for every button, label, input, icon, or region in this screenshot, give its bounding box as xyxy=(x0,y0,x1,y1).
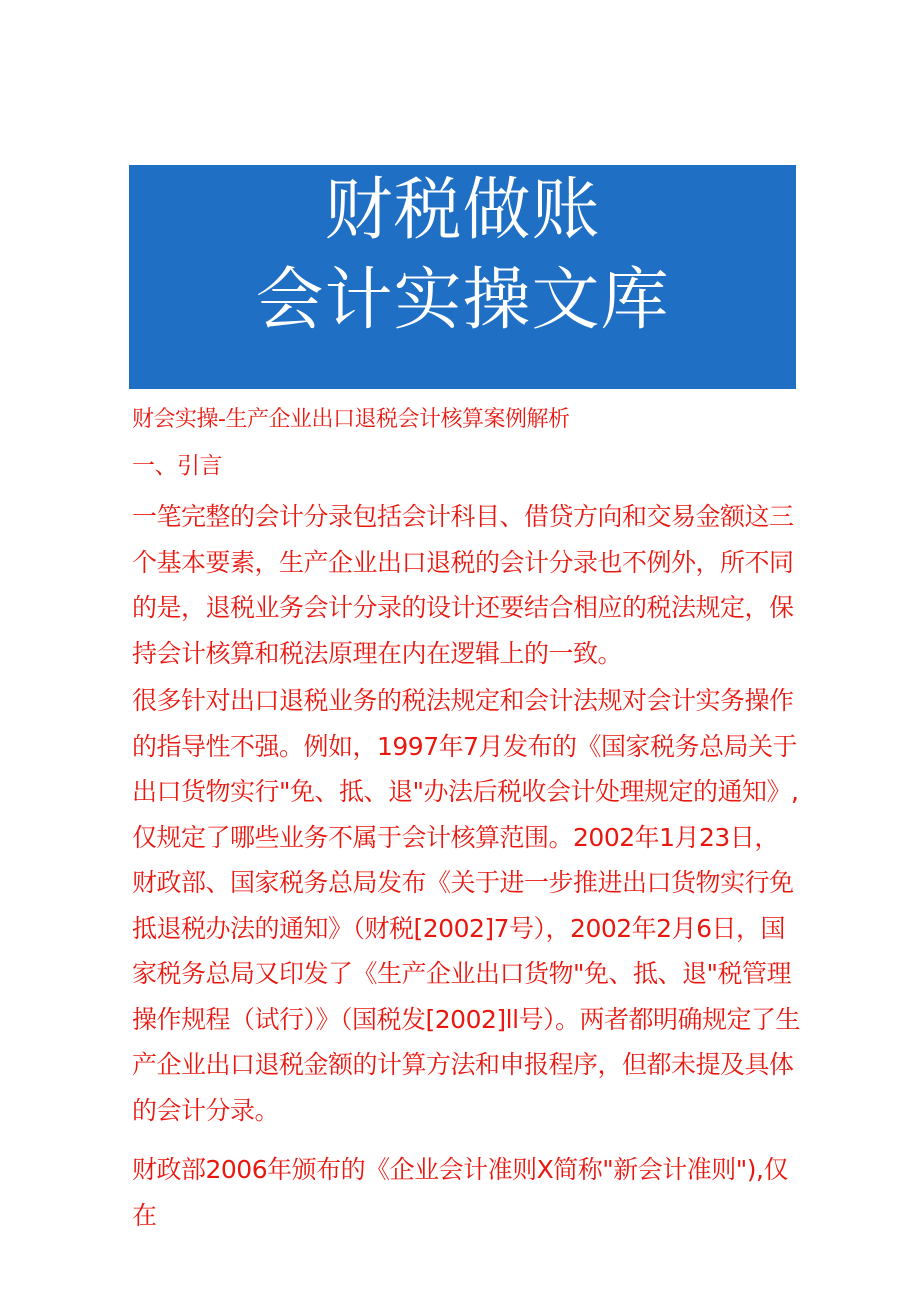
title-banner xyxy=(129,165,796,389)
paragraph: 财政部2006年颁布的《企业会计准则X简称"新会计准则"),仅在 xyxy=(132,1155,788,1230)
banner-title-line-2: 会计实操文库 xyxy=(255,261,670,340)
paragraph: 一笔完整的会计分录包括会计科目、借贷方向和交易金额这三个基本要素，生产企业出口退税的会计分录也不例外，所不同的是，退税业务会计分录的设计还要结合相应的税法规定，保持会计核算和税法原理在内在逻辑上的一致。 xyxy=(132,502,794,668)
paragraph: 很多针对出口退税业务的税法规定和会计法规对会计实务操作的指导性不强。例如，1997年7月发布的《国家税务总局关于出口货物实行"免、抵、退"办法后税收会计处理规定的通知》,仅规定了哪些业务不属于会计核算范围。2002年1月23日，财政部、国家税务总局发布《关于进一步推进出口货物实行免抵退税办法的通知》（财税[2002]7号），2002年2月6日，国家税务总局又印发了《生产企业出口货物"免、抵、退"税管理操作规程（试行）》（国税发[2002]ll号）。两者都明确规定了生产企业出口退税金额的计算方法和申报程序，但都未提及具体的会计分录。 xyxy=(132,686,801,1125)
section-heading: 一、引言 xyxy=(132,453,222,479)
document-body xyxy=(132,400,802,1238)
banner-title-line-1: 财税做账 xyxy=(324,171,601,250)
document-title: 财会实操-生产企业出口退税会计核算案例解析 xyxy=(132,407,570,432)
